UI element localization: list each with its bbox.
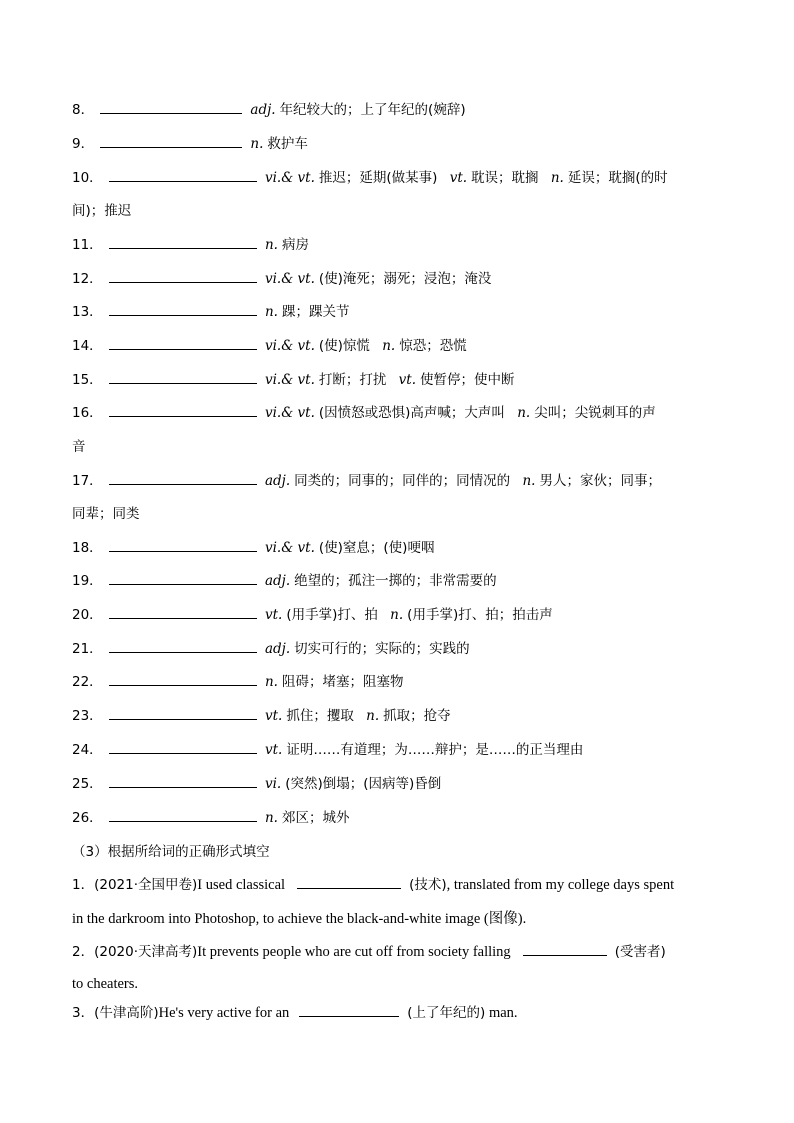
part-of-speech: vi.& vt. bbox=[264, 271, 315, 287]
item-number: 10． bbox=[72, 170, 103, 186]
hint-text: (受害者) bbox=[614, 944, 666, 960]
definition: 证明……有道理；为……辩护；是……的正当理由 bbox=[286, 742, 584, 758]
vocab-item-25 bbox=[72, 775, 441, 793]
vocab-item-12 bbox=[72, 270, 491, 288]
sentence-text: It prevents people who are cut off from society falling bbox=[197, 944, 511, 960]
answer-blank[interactable] bbox=[109, 539, 257, 552]
fill-item-1-continued bbox=[72, 910, 526, 928]
vocab-item-16 bbox=[72, 404, 656, 422]
definition: 推迟；延期(做某事) bbox=[318, 170, 438, 186]
sentence-text: , translated from my college days spent bbox=[446, 877, 675, 893]
part-of-speech: vt. bbox=[264, 708, 283, 724]
answer-blank[interactable] bbox=[109, 169, 257, 182]
part-of-speech: n. bbox=[264, 237, 278, 253]
definition: 郊区；城外 bbox=[281, 810, 350, 826]
part-of-speech: n. bbox=[264, 810, 278, 826]
item-number: 3． bbox=[72, 1005, 95, 1021]
definition: (用手掌)打、拍 bbox=[286, 607, 378, 623]
item-number: 17． bbox=[72, 473, 103, 489]
part-of-speech: n. bbox=[264, 674, 278, 690]
item-number: 19． bbox=[72, 573, 103, 589]
answer-blank[interactable] bbox=[109, 673, 257, 686]
section-heading bbox=[72, 843, 270, 861]
vocab-item-10-continued bbox=[72, 202, 131, 220]
definition: (使)窒息；(使)哽咽 bbox=[318, 540, 435, 556]
item-number: 9． bbox=[72, 136, 95, 152]
sentence-text: I used classical bbox=[197, 877, 286, 893]
answer-blank[interactable] bbox=[109, 640, 257, 653]
answer-blank[interactable] bbox=[109, 707, 257, 720]
answer-blank[interactable] bbox=[109, 572, 257, 585]
part-of-speech: n. bbox=[390, 607, 404, 623]
vocab-item-23 bbox=[72, 707, 451, 725]
definition: 踝；踝关节 bbox=[281, 304, 350, 320]
answer-blank[interactable] bbox=[109, 337, 257, 350]
answer-blank[interactable] bbox=[109, 775, 257, 788]
definition-continued: 同辈；同类 bbox=[72, 506, 140, 522]
definition: 年纪较大的；上了年纪的(婉辞) bbox=[279, 102, 466, 118]
definition: 男人；家伙；同事； bbox=[539, 473, 661, 489]
item-number: 1． bbox=[72, 877, 95, 893]
fill-item-2-continued bbox=[72, 975, 138, 993]
definition: (因愤怒或恐惧)高声喊；大声叫 bbox=[318, 405, 505, 421]
vocab-item-10 bbox=[72, 169, 668, 187]
answer-blank[interactable] bbox=[109, 270, 257, 283]
part-of-speech: vt. bbox=[449, 170, 468, 186]
item-number: 13． bbox=[72, 304, 103, 320]
answer-blank[interactable] bbox=[523, 943, 607, 956]
vocab-item-20 bbox=[72, 606, 553, 624]
definition: (使)淹死；溺死；浸泡；淹没 bbox=[318, 271, 492, 287]
part-of-speech: vt. bbox=[264, 742, 283, 758]
part-of-speech: vi.& vt. bbox=[264, 405, 315, 421]
vocab-item-14 bbox=[72, 337, 467, 355]
item-number: 24． bbox=[72, 742, 103, 758]
definition: 耽误；耽搁 bbox=[471, 170, 539, 186]
vocab-item-26 bbox=[72, 809, 349, 827]
definition: 绝望的；孤注一掷的；非常需要的 bbox=[294, 573, 497, 589]
definition: 使暂停；使中断 bbox=[420, 372, 515, 388]
definition: 阻碍；堵塞；阻塞物 bbox=[281, 674, 404, 690]
item-number: 25． bbox=[72, 776, 103, 792]
item-number: 12． bbox=[72, 271, 103, 287]
item-number: 18． bbox=[72, 540, 103, 556]
definition: 抓住；攫取 bbox=[286, 708, 354, 724]
item-number: 8． bbox=[72, 102, 95, 118]
answer-blank[interactable] bbox=[109, 404, 257, 417]
part-of-speech: adj. bbox=[250, 102, 276, 118]
hint-text: (上了年纪的) bbox=[407, 1005, 486, 1021]
sentence-text-continued: in the darkroom into Photoshop, to achieve the black-and-white image (图像). bbox=[72, 911, 527, 927]
definition: 同类的；同事的；同伴的；同情况的 bbox=[294, 473, 511, 489]
vocab-item-22 bbox=[72, 673, 403, 691]
item-number: 26． bbox=[72, 810, 103, 826]
answer-blank[interactable] bbox=[109, 371, 257, 384]
part-of-speech: adj. bbox=[264, 573, 291, 589]
part-of-speech: n. bbox=[522, 473, 536, 489]
item-number: 23． bbox=[72, 708, 103, 724]
part-of-speech: vi. bbox=[264, 776, 282, 792]
fill-item-3 bbox=[72, 1004, 518, 1022]
source-label: (2020·天津高考) bbox=[94, 944, 198, 960]
part-of-speech: vi.& vt. bbox=[264, 372, 315, 388]
answer-blank[interactable] bbox=[109, 236, 257, 249]
part-of-speech: n. bbox=[550, 170, 564, 186]
item-number: 11． bbox=[72, 237, 103, 253]
item-number: 14． bbox=[72, 338, 103, 354]
vocab-item-17-continued bbox=[72, 505, 140, 523]
answer-blank[interactable] bbox=[100, 135, 242, 148]
vocab-item-18 bbox=[72, 539, 434, 557]
definition: 抓取；抢夺 bbox=[383, 708, 451, 724]
part-of-speech: n. bbox=[382, 338, 396, 354]
answer-blank[interactable] bbox=[299, 1004, 399, 1017]
part-of-speech: adj. bbox=[264, 641, 291, 657]
definition: (突然)倒塌；(因病等)昏倒 bbox=[285, 776, 442, 792]
definition: (使)惊慌 bbox=[318, 338, 370, 354]
fill-item-1 bbox=[72, 876, 674, 894]
answer-blank[interactable] bbox=[109, 741, 257, 754]
definition: 救护车 bbox=[267, 136, 308, 152]
item-number: 21． bbox=[72, 641, 103, 657]
sentence-text: man. bbox=[485, 1005, 518, 1021]
source-label: (2021·全国甲卷) bbox=[94, 877, 198, 893]
vocab-item-13 bbox=[72, 303, 349, 321]
item-number: 2． bbox=[72, 944, 95, 960]
part-of-speech: vt. bbox=[398, 372, 417, 388]
definition-continued: 音 bbox=[72, 439, 86, 455]
answer-blank[interactable] bbox=[109, 303, 257, 316]
vocab-item-19 bbox=[72, 572, 497, 590]
part-of-speech: n. bbox=[250, 136, 264, 152]
definition: 延误；耽搁(的时 bbox=[567, 170, 668, 186]
definition: 尖叫；尖锐刺耳的声 bbox=[534, 405, 656, 421]
item-number: 20． bbox=[72, 607, 103, 623]
part-of-speech: n. bbox=[366, 708, 380, 724]
item-number: 22． bbox=[72, 674, 103, 690]
vocab-item-11 bbox=[72, 236, 309, 254]
fill-item-2 bbox=[72, 943, 666, 961]
definition: 惊恐；恐慌 bbox=[399, 338, 467, 354]
sentence-text-continued: to cheaters. bbox=[72, 976, 139, 992]
item-number: 16． bbox=[72, 405, 103, 421]
definition: 打断；打扰 bbox=[318, 372, 387, 388]
definition-continued: 间)；推迟 bbox=[72, 203, 132, 219]
vocab-item-9 bbox=[72, 135, 308, 153]
part-of-speech: vi.& vt. bbox=[264, 170, 315, 186]
vocab-item-21 bbox=[72, 640, 470, 658]
answer-blank[interactable] bbox=[100, 101, 242, 114]
sentence-text: He's very active for an bbox=[158, 1005, 290, 1021]
part-of-speech: n. bbox=[264, 304, 278, 320]
part-of-speech: vi.& vt. bbox=[264, 338, 315, 354]
section-heading-text: （3）根据所给词的正确形式填空 bbox=[72, 844, 270, 860]
part-of-speech: n. bbox=[517, 405, 531, 421]
source-label: (牛津高阶) bbox=[94, 1005, 159, 1021]
item-number: 15． bbox=[72, 372, 103, 388]
answer-blank[interactable] bbox=[109, 472, 257, 485]
vocab-item-8 bbox=[72, 101, 466, 119]
answer-blank[interactable] bbox=[109, 606, 257, 619]
part-of-speech: vi.& vt. bbox=[264, 540, 315, 556]
definition: 病房 bbox=[281, 237, 309, 253]
definition: 切实可行的；实际的；实践的 bbox=[294, 641, 470, 657]
vocab-item-17 bbox=[72, 472, 661, 490]
answer-blank[interactable] bbox=[109, 809, 257, 822]
vocab-item-16-continued bbox=[72, 438, 86, 456]
hint-text: (技术) bbox=[409, 877, 447, 893]
vocab-item-15 bbox=[72, 371, 515, 389]
part-of-speech: vt. bbox=[264, 607, 283, 623]
part-of-speech: adj. bbox=[264, 473, 291, 489]
definition: (用手掌)打、拍；拍击声 bbox=[407, 607, 553, 623]
answer-blank[interactable] bbox=[297, 876, 401, 889]
vocab-item-24 bbox=[72, 741, 583, 759]
